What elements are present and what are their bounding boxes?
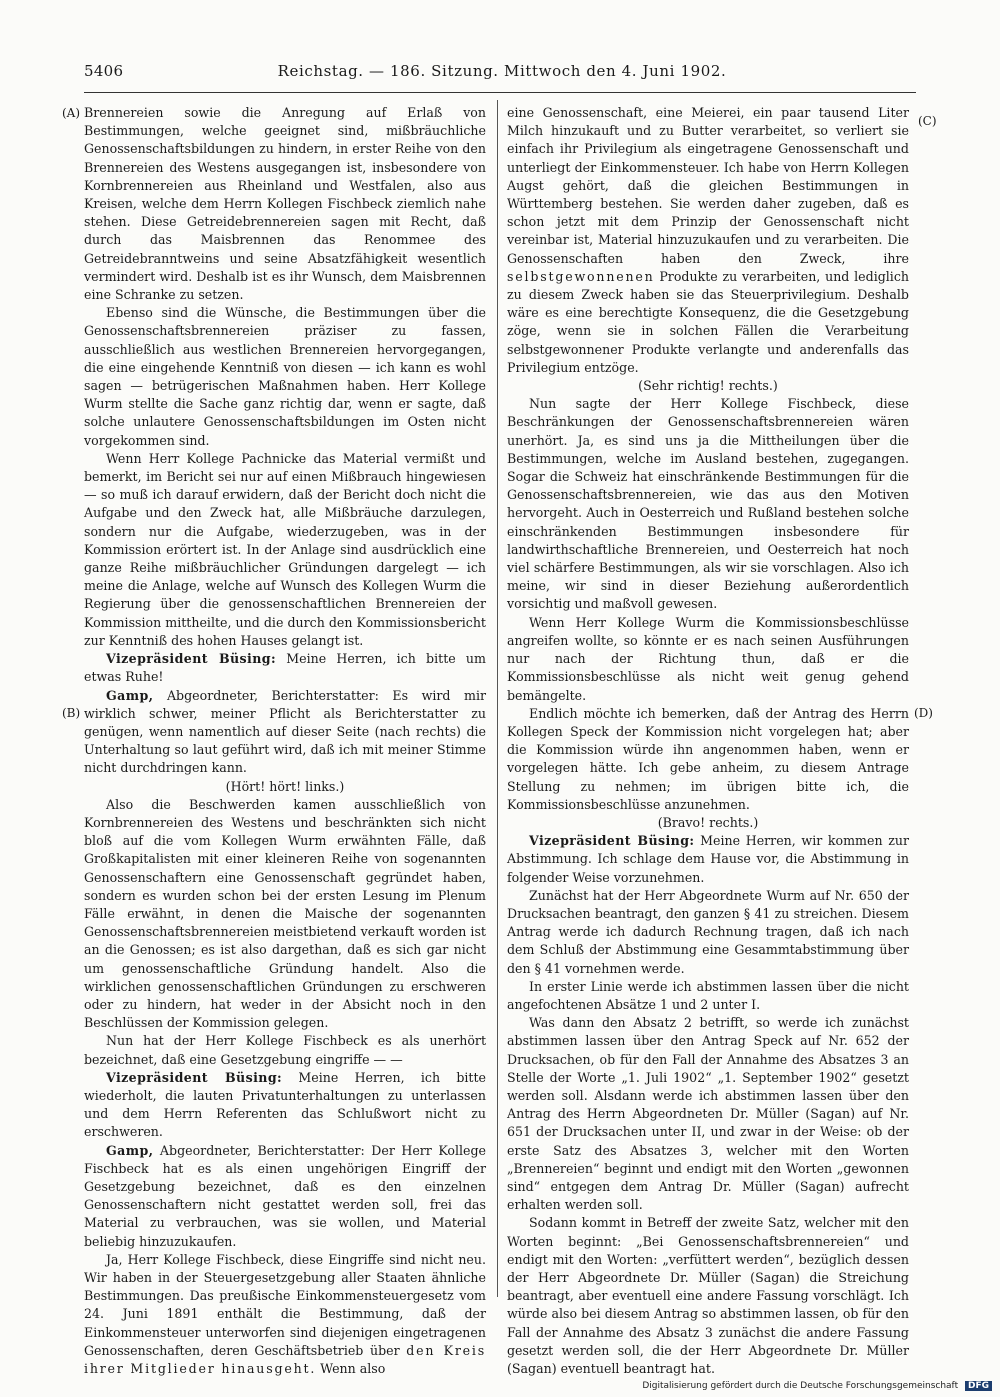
right-column bbox=[507, 104, 909, 1378]
margin-marker-c: (C) bbox=[918, 114, 937, 128]
page-number: 5406 bbox=[84, 62, 124, 80]
speech-text: Meine Herren, ich bitte um etwas Ruhe! bbox=[84, 651, 486, 685]
speech-text: Abgeordneter, Berichterstatter: Der Herr Kollege Fischbeck hat es als einen ungehörigen Eingriff der Gesetzgebung bezeichnet, daß es den einzelnen Genossenschaftern nicht gestattet werden soll, frei das Material zu verbrauchen, was sie wollen, und Material beliebig hinzuzukaufen. bbox=[84, 1142, 486, 1249]
text-run: Wenn also bbox=[316, 1361, 386, 1377]
paragraph: Wenn Herr Kollege Pachnicke das Material vermißt und bemerkt, im Bericht sei nur auf einen Mißbrauch hingewiesen — so muß ich darauf erwidern, daß der Bericht doch nicht die Aufgabe und den Zweck hat, alle Mißbräuche darzulegen, sondern nur die Aufgabe, wiederzugeben, was in der Kommission erörtert ist. In der Anlage sind ausdrücklich eine ganze Reihe mißbräuchlicher Gründungen dargelegt — ich meine die Anlage, welche auf Wunsch des Kollegen Wurm die Regierung über die genossenschaftlichen Brennereien der Kommission mittheilte, und die durch den Kommissionsbericht zur Kenntniß des hohen Hauses gelangt ist. bbox=[84, 450, 486, 648]
paragraph: Also die Beschwerden kamen ausschließlich von Kornbrennereien des Westens und beschränkten sich nicht bloß auf die vom Kollegen Wurm erwähnten Fälle, daß Großkapitalisten mit einer kleineren Reihe von sogenannten Genossenschaftern eine Genossenschaft gegründet haben, sondern es wurden schon bei der ersten Lesung im Plenum Fälle erwähnt, in denen die Maische der sogenannten Genossenschaftsbrennereien meistbietend verkauft worden ist an die Genossen; es ist also dargethan, daß es sich gar nicht um genossenschaftliche Gründung handelt. Also die wirklichen genossenschaftlichen Gründungen zu erschweren oder zu hindern, hat weder in der Absicht noch in den Beschlüssen der Kommission gelegen. bbox=[84, 796, 486, 1031]
text-run: Ja, Herr Kollege Fischbeck, diese Eingriffe sind nicht neu. Wir haben in der Steuergesetzgebung aller Staaten ähnliche Bestimmungen. Das preußische Einkommensteuergesetz vom 24. Juni 1891 enthält die Bestimmung, daß der Einkommensteuer unterworfen sind diejenigen eingetragenen Genossenschaften, deren Geschäftsbetrieb über bbox=[84, 1251, 486, 1358]
interjection: (Bravo! rechts.) bbox=[657, 814, 759, 830]
page-header bbox=[84, 62, 920, 84]
speaker-name: Vizepräsident Büsing: bbox=[106, 651, 277, 667]
text-run: Produkte zu verarbeiten, und lediglich zu diesem Zweck haben sie das Steuerprivilegium. Deshalb wäre es eine berechtigte Konsequenz, die die Gesetzgebung zöge, wenn sie in solchen Fällen die Verarbeitung selbstgewonnener Produkte verlangte und anderenfalls das Privilegium entzöge. bbox=[507, 268, 909, 375]
speaker-name: Vizepräsident Büsing: bbox=[106, 1069, 283, 1085]
column-divider bbox=[497, 100, 498, 1297]
paragraph: Zunächst hat der Herr Abgeordnete Wurm auf Nr. 650 der Drucksachen beantragt, den ganzen § 41 zu streichen. Diesem Antrag werde ich dadurch Rechnung tragen, daß ich nach dem Schluß der Abstimmung eine Gesammtabstimmung über den § 41 vornehmen werde. bbox=[507, 887, 909, 976]
margin-marker-d: (D) bbox=[914, 706, 933, 720]
interjection: (Hört! hört! links.) bbox=[225, 778, 345, 794]
paragraph: In erster Linie werde ich abstimmen lassen über die nicht angefochtenen Absätze 1 und 2 unter I. bbox=[507, 978, 909, 1012]
paragraph: Endlich möchte ich bemerken, daß der Antrag des Herrn Kollegen Speck der Kommission nicht vorgelegen hat; aber die Kommission würde ihn angenommen haben, wenn er vorgelegen hätte. Ich gebe anheim, zu diesem Antrage Stellung zu nehmen; im übrigen bitte ich, die Kommissionsbeschlüsse anzunehmen. bbox=[507, 705, 909, 812]
speech-text: Abgeordneter, Berichterstatter: Es wird mir wirklich schwer, meiner Pflicht als Berichterstatter zu genügen, wenn namentlich auf dieser Seite (nach rechts) die Unterhaltung so laut geführt wird, daß ich mit meiner Stimme nicht durchdringen kann. bbox=[84, 687, 486, 776]
paragraph: Nun sagte der Herr Kollege Fischbeck, diese Beschränkungen der Genossenschaftsbrennereien wären unerhört. Ja, es sind uns ja die Mittheilungen über die Bestimmungen, welche im Ausland bestehen, zugegangen. Sogar die Schweiz hat einschränkende Bestimmungen für die Genossenschaftsbrennereien, wie das aus den Motiven hervorgeht. Auch in Oesterreich und Rußland bestehen solche einschränkenden Bestimmungen insbesondere für landwirthschaftliche Brennereien, und Oesterreich hat noch viel schärfere Bestimmungen, als wir sie vorschlagen. Also ich meine, wir sind in dieser Beziehung außerordentlich vorsichtig und maßvoll gewesen. bbox=[507, 396, 909, 612]
speech-paragraph bbox=[507, 832, 909, 887]
running-title: Reichstag. — 186. Sitzung. Mittwoch den 4. Juni 1902. bbox=[277, 62, 727, 80]
paragraph: Ebenso sind die Wünsche, die Bestimmungen über die Genossenschaftsbrennereien präziser zu fassen, ausschließlich aus westlichen Brennereien hervorgegangen, die eine eingehende Kenntniß von diesen — ich kann es wohl sagen — betrügerischen Maßnahmen haben. Herr Kollege Wurm stellte die Sache ganz richtig dar, wenn er sagte, daß solche unlautere Genossenschaftsbildungen im Osten nicht vorgekommen sind. bbox=[84, 305, 486, 448]
speech-paragraph bbox=[84, 1142, 486, 1251]
margin-marker-a: (A) bbox=[62, 106, 81, 120]
speaker-name: Gamp, bbox=[106, 1142, 154, 1158]
emphasized-text: selbstgewonnenen bbox=[507, 268, 655, 284]
speech-paragraph bbox=[84, 1069, 486, 1142]
paragraph: Brennereien sowie die Anregung auf Erlaß von Bestimmungen, welche geeignet sind, mißbräuchliche Genossenschaftsbildungen zu hindern, in erster Reihe von den Brennereien des Westens ausgegangen ist, insbesondere von Kornbrennereien aus Rheinland und Westfalen, also aus Kreisen, welche dem Herrn Kollegen Fischbeck ziemlich nahe stehen. Diese Getreidebrennereien sagen mit Recht, daß durch das Maisbrennen das Renommee des Getreidebranntweins und seine Absatzfähigkeit wesentlich vermindert wird. Deshalb ist es ihr Wunsch, dem Maisbrennen eine Schranke zu setzen. bbox=[84, 105, 486, 303]
speech-text: Meine Herren, ich bitte wiederholt, die lauten Privatunterhaltungen zu unterlassen und dem Herrn Referenten das Schlußwort nicht zu erschweren. bbox=[84, 1069, 486, 1140]
speech-text: Meine Herren, wir kommen zur Abstimmung. Ich schlage dem Hause vor, die Abstimmung in folgender Weise vorzunehmen. bbox=[507, 833, 909, 885]
speaker-name: Vizepräsident Büsing: bbox=[529, 833, 695, 849]
header-rule bbox=[84, 92, 916, 93]
paragraph bbox=[507, 104, 909, 377]
dfg-logo: DFG bbox=[965, 1381, 992, 1391]
emphasized-text: den Kreis ihrer Mitglieder hinausgeht. bbox=[84, 1342, 486, 1377]
footer-text: Digitalisierung gefördert durch die Deutsche Forschungsgemeinschaft bbox=[642, 1381, 959, 1391]
paragraph bbox=[84, 1251, 486, 1378]
left-column bbox=[84, 104, 486, 1378]
paragraph: Nun hat der Herr Kollege Fischbeck es als unerhört bezeichnet, daß eine Gesetzgebung eingriffe — — bbox=[84, 1033, 486, 1067]
text-run: eine Genossenschaft, eine Meierei, ein paar tausend Liter Milch hinzukauft und zu Butter verarbeitet, so verliert sie einfach ihr Privilegium als eingetragene Genossenschaft und unterliegt der Einkommensteuer. Ich habe von Herrn Kollegen Augst gehört, daß die gleichen Bestimmungen in Württemberg bestehen. Sie werden daher zugeben, daß es schon jetzt mit dem Prinzip der Genossenschaft nicht vereinbar ist, Material hinzuzukaufen und zu verarbeiten. Die Genossenschaften haben den Zweck, ihre bbox=[507, 105, 909, 266]
digitization-footer bbox=[642, 1381, 992, 1391]
paragraph: Wenn Herr Kollege Wurm die Kommissionsbeschlüsse angreifen wollte, so könnte er es nach seinen Ausführungen nur nach der Richtung thun, daß er die Kommissionsbeschlüsse als nicht weit genug gehend bemängelte. bbox=[507, 614, 909, 703]
speech-paragraph bbox=[84, 687, 486, 778]
speech-paragraph bbox=[84, 650, 486, 686]
paragraph: Was dann den Absatz 2 betrifft, so werde ich zunächst abstimmen lassen über den Antrag Speck auf Nr. 652 der Drucksachen, ob für den Fall der Annahme des Absatzes 3 an Stelle der Worte „1. Juli 1902“ „1. September 1902“ gesetzt werden soll. Alsdann werde ich abstimmen lassen über den Antrag des Herrn Abgeordneten Dr. Müller (Sagan) auf Nr. 651 der Drucksachen unter II, und zwar in der Weise: ob der erste Satz des Absatzes 3, welcher mit den Worten „Brennereien“ beginnt und endigt mit den Worten „gewonnen sind“ entgegen dem Antrag Dr. Müller (Sagan) aufrecht erhalten werden soll. bbox=[507, 1015, 909, 1213]
interjection: (Sehr richtig! rechts.) bbox=[638, 378, 778, 394]
speaker-name: Gamp, bbox=[106, 687, 154, 703]
margin-marker-b: (B) bbox=[62, 706, 81, 720]
paragraph: Sodann kommt in Betreff der zweite Satz, welcher mit den Worten beginnt: „Bei Genossenschaftsbrennereien“ und endigt mit den Worten: „verfüttert werden“, bezüglich dessen der Herr Abgeordnete Dr. Müller (Sagan) die Streichung beantragt, aber eventuell eine andere Fassung vorschlägt. Ich würde also bei diesem Antrag so abstimmen lassen, ob für den Fall der Annahme des Absatz 3 zunächst die andere Fassung gesetzt werden soll, die der Herr Abgeordnete Dr. Müller (Sagan) eventuell beantragt hat. bbox=[507, 1215, 909, 1377]
